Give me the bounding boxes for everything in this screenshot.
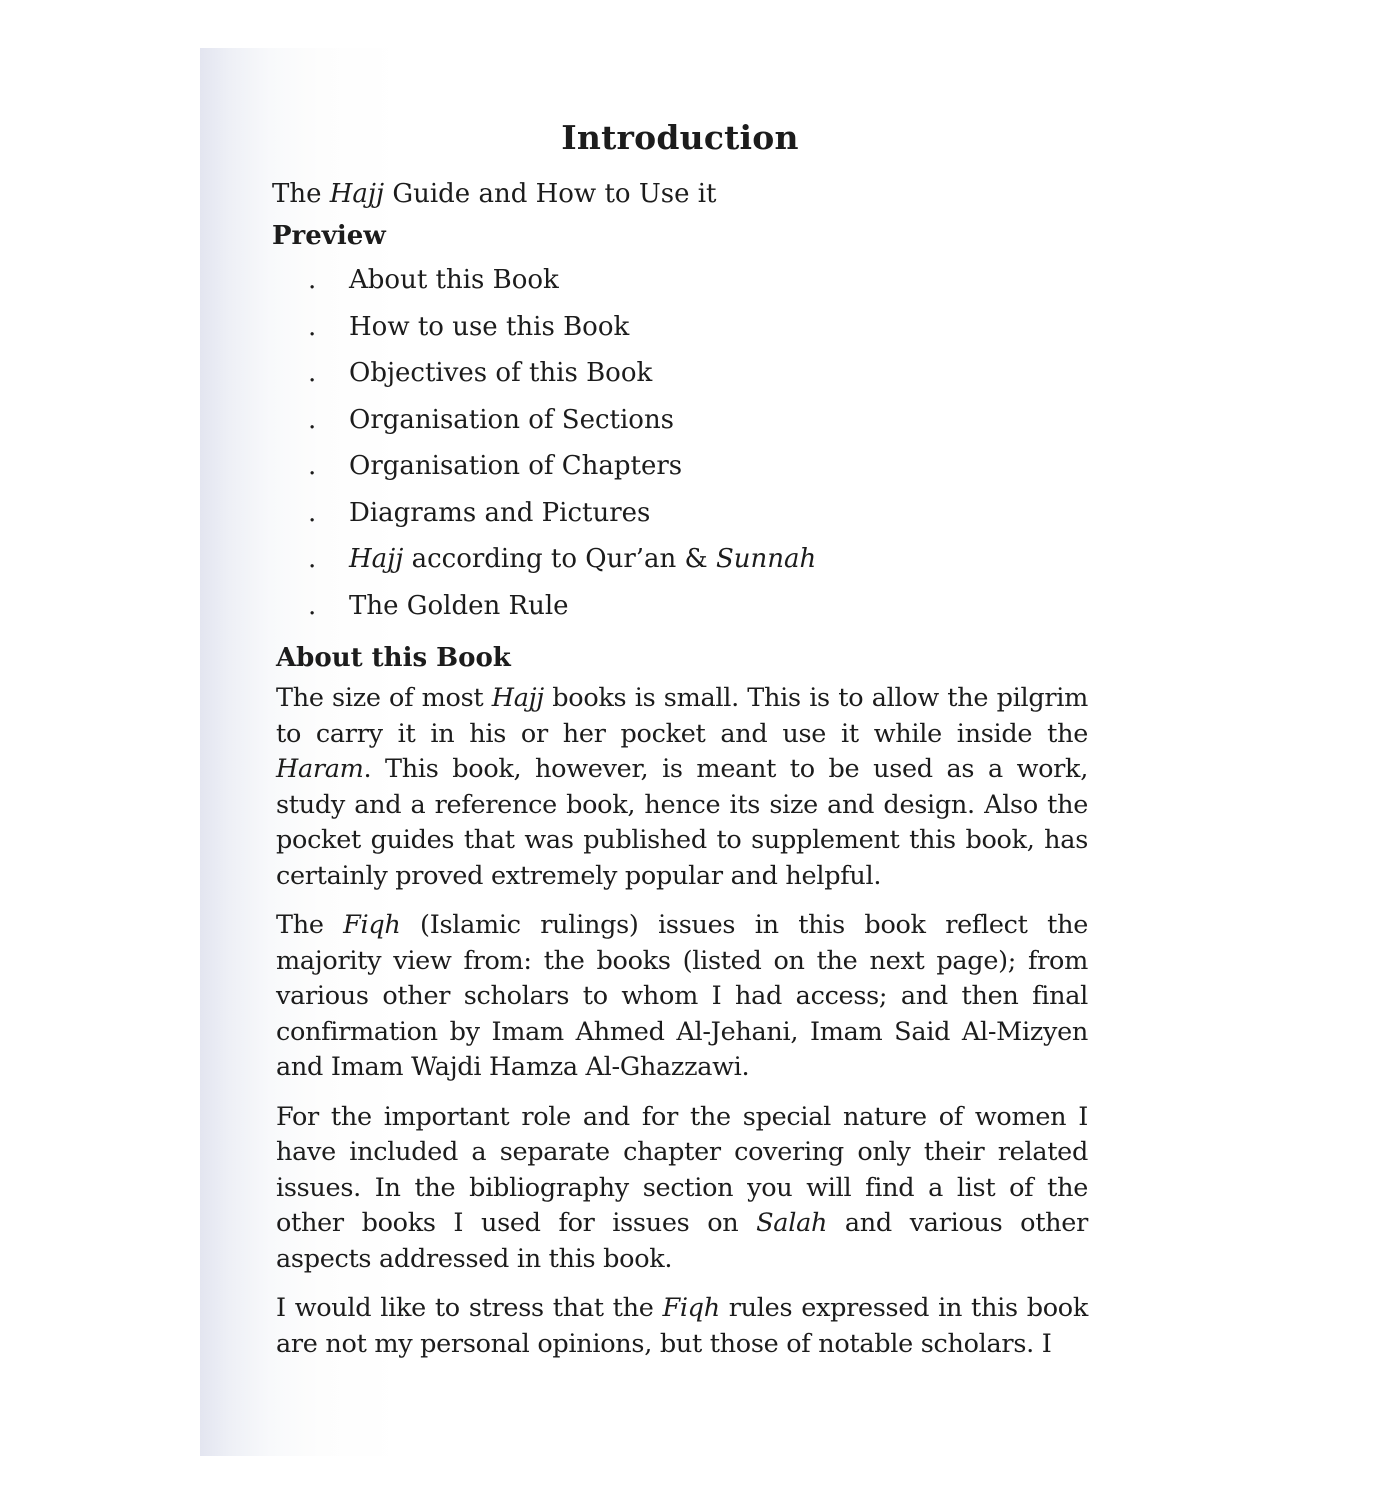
text-run: The size of most: [276, 683, 492, 713]
preview-item-label: Organisation of Chapters: [349, 451, 683, 481]
preview-item-label: Diagrams and Pictures: [349, 497, 651, 528]
section-heading: About this Book: [276, 643, 511, 673]
preview-list: [272, 257, 1088, 629]
text-run: (Islamic rulings) issues in this book reflect the majority view from: the books (listed on the next page); from various other scholars to whom I had access; and then final confirmation by Imam Ahmed Al-Jehani, Imam Said Al-Mizyen and Imam Wajdi Hamza Al-Ghazzawi.: [276, 910, 1088, 1082]
body-paragraph: [276, 681, 1088, 894]
bullet-marker: .: [308, 265, 317, 295]
preview-heading: Preview: [272, 221, 386, 251]
italic-term: Hajj: [491, 683, 544, 713]
list-item: [272, 443, 1088, 490]
italic-term: Fiqh: [343, 910, 401, 940]
subtitle-text-end: Guide and How to Use it: [384, 179, 717, 209]
list-item: [272, 257, 1088, 304]
bullet-marker: .: [308, 590, 317, 621]
text-run: The: [276, 910, 344, 940]
list-item: [272, 397, 1088, 444]
list-item: [272, 304, 1088, 351]
preview-item-label: How to use this Book: [349, 311, 630, 342]
list-item: [272, 536, 1088, 583]
italic-term: Haram: [276, 754, 364, 784]
body-paragraph: [276, 1100, 1088, 1278]
page-subtitle: [272, 179, 1088, 209]
list-item: [272, 350, 1088, 397]
list-item: [272, 490, 1088, 537]
bullet-marker: .: [308, 451, 317, 481]
text-run: and various other aspects addressed in this book.: [276, 1208, 1088, 1274]
preview-item-italic: Hajj: [349, 544, 404, 574]
preview-item-label: according to Qur’an &: [411, 544, 716, 574]
bullet-marker: .: [308, 311, 317, 342]
list-item: [272, 583, 1088, 630]
subtitle-text-start: The: [272, 179, 330, 209]
preview-item-label: About this Book: [349, 265, 559, 295]
preview-item-label: Organisation of Sections: [349, 404, 675, 435]
page-content: [272, 118, 1088, 1376]
bullet-marker: .: [308, 544, 317, 574]
text-run: books is small. This is to allow the pilgrim to carry it in his or her pocket and use it while inside the: [276, 683, 1088, 749]
italic-term: Salah: [756, 1208, 828, 1238]
text-run: For the important role and for the special nature of women I have included a separate chapter covering only their related issues. In the bibliography section you will find a list of the other books I used for issues on: [276, 1101, 1088, 1238]
preview-item-label: Objectives of this Book: [349, 358, 653, 388]
text-run: rules expressed in this book are not my personal opinions, but those of notable scholars. I: [276, 1293, 1088, 1359]
body-paragraph: [276, 908, 1088, 1086]
text-run: I would like to stress that the: [276, 1293, 663, 1323]
italic-term: Fiqh: [662, 1293, 720, 1323]
text-run: . This book, however, is meant to be used as a work, study and a reference book, hence its size and design. Also the pocket guides that was published to supplement this book, has certainly proved extremely popular and helpful.: [276, 754, 1088, 891]
preview-item-italic: Sunnah: [715, 544, 817, 574]
subtitle-italic-term: Hajj: [329, 179, 385, 209]
body-paragraph: [276, 1291, 1088, 1362]
bullet-marker: .: [308, 497, 317, 528]
bullet-marker: .: [308, 358, 317, 388]
bullet-marker: .: [308, 404, 317, 435]
page-title: Introduction: [561, 118, 799, 157]
preview-item-label: The Golden Rule: [349, 590, 569, 621]
